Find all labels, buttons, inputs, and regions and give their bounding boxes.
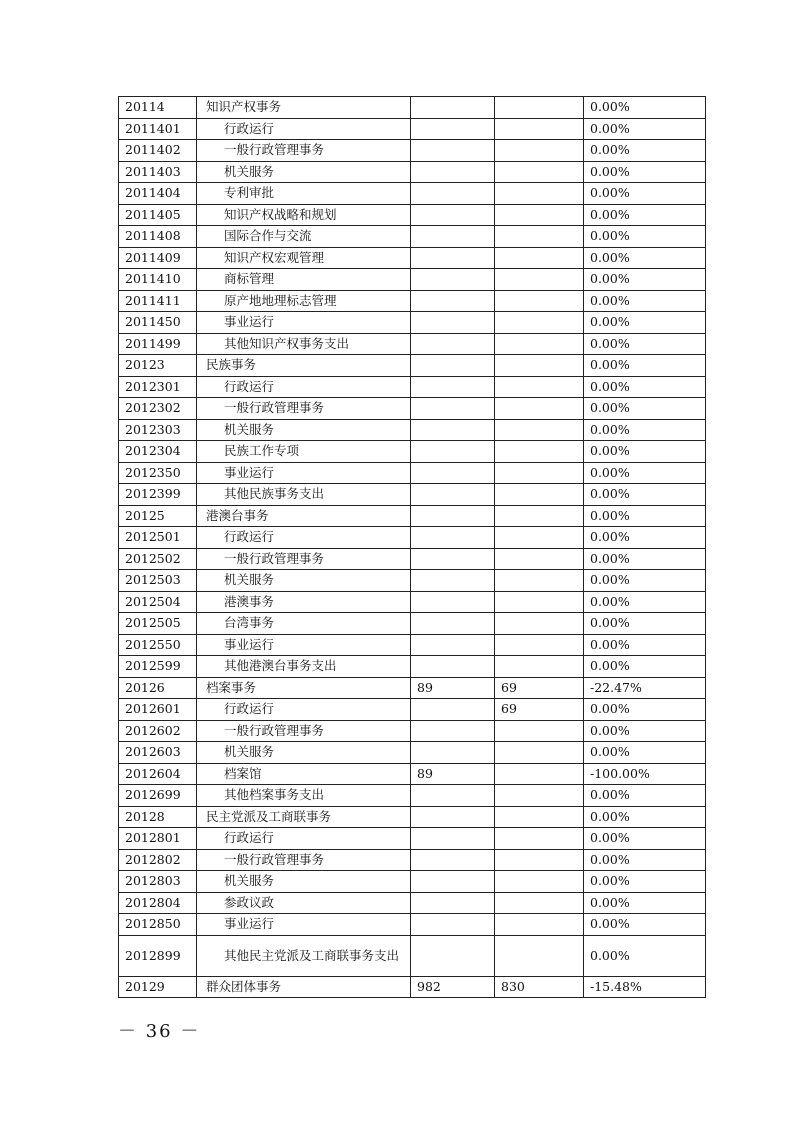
change-pct-cell: 0.00% [584,161,706,183]
amount-prev-cell [411,441,495,463]
budget-table-body [119,97,706,998]
amount-prev-cell [411,806,495,828]
code-cell: 2012505 [119,613,197,635]
table-row [119,484,706,506]
table-row [119,441,706,463]
name-cell: 民族事务 [197,355,411,377]
amount-curr-cell [495,97,584,119]
code-cell: 2012301 [119,376,197,398]
amount-curr-cell [495,505,584,527]
amount-curr-cell [495,247,584,269]
name-cell: 档案事务 [197,677,411,699]
table-row [119,398,706,420]
amount-curr-cell [495,290,584,312]
amount-prev-cell [411,914,495,936]
amount-prev-cell [411,828,495,850]
amount-curr-cell: 830 [495,976,584,998]
table-row [119,419,706,441]
code-cell: 2011410 [119,269,197,291]
name-cell: 机关服务 [197,570,411,592]
name-cell: 国际合作与交流 [197,226,411,248]
amount-curr-cell [495,462,584,484]
code-cell: 2012850 [119,914,197,936]
code-cell: 2012803 [119,871,197,893]
amount-prev-cell: 982 [411,976,495,998]
name-cell: 参政议政 [197,892,411,914]
code-cell: 20128 [119,806,197,828]
change-pct-cell: 0.00% [584,570,706,592]
name-cell: 行政运行 [197,828,411,850]
table-row [119,226,706,248]
name-cell: 事业运行 [197,914,411,936]
amount-curr-cell [495,484,584,506]
amount-curr-cell [495,656,584,678]
table-row [119,462,706,484]
change-pct-cell: -15.48% [584,976,706,998]
name-cell: 专利审批 [197,183,411,205]
name-cell: 一般行政管理事务 [197,398,411,420]
change-pct-cell: 0.00% [584,742,706,764]
change-pct-cell: 0.00% [584,140,706,162]
amount-prev-cell [411,269,495,291]
change-pct-cell: 0.00% [584,591,706,613]
code-cell: 2011403 [119,161,197,183]
name-cell: 知识产权战略和规划 [197,204,411,226]
change-pct-cell: 0.00% [584,699,706,721]
amount-prev-cell [411,183,495,205]
name-cell: 其他知识产权事务支出 [197,333,411,355]
name-cell: 知识产权事务 [197,97,411,119]
code-cell: 20126 [119,677,197,699]
table-row [119,828,706,850]
code-cell: 20125 [119,505,197,527]
table-row [119,290,706,312]
code-cell: 2012550 [119,634,197,656]
amount-curr-cell [495,720,584,742]
table-row [119,677,706,699]
amount-prev-cell [411,871,495,893]
amount-prev-cell [411,398,495,420]
table-row [119,183,706,205]
table-row [119,140,706,162]
amount-curr-cell [495,763,584,785]
table-row [119,527,706,549]
change-pct-cell: 0.00% [584,914,706,936]
code-cell: 2012303 [119,419,197,441]
name-cell: 港澳台事务 [197,505,411,527]
code-cell: 2012801 [119,828,197,850]
name-cell: 一般行政管理事务 [197,140,411,162]
code-cell: 2011409 [119,247,197,269]
table-row [119,570,706,592]
amount-curr-cell [495,828,584,850]
table-row [119,892,706,914]
table-row [119,312,706,334]
code-cell: 2012603 [119,742,197,764]
code-cell: 2011411 [119,290,197,312]
code-cell: 2011402 [119,140,197,162]
code-cell: 2012804 [119,892,197,914]
code-cell: 2012350 [119,462,197,484]
amount-prev-cell [411,355,495,377]
change-pct-cell: 0.00% [584,548,706,570]
name-cell: 群众团体事务 [197,976,411,998]
amount-prev-cell [411,785,495,807]
amount-prev-cell [411,613,495,635]
code-cell: 2012399 [119,484,197,506]
table-row [119,269,706,291]
name-cell: 商标管理 [197,269,411,291]
change-pct-cell: 0.00% [584,871,706,893]
table-row [119,699,706,721]
name-cell: 台湾事务 [197,613,411,635]
table-row [119,806,706,828]
amount-prev-cell [411,462,495,484]
name-cell: 民族工作专项 [197,441,411,463]
amount-curr-cell [495,441,584,463]
change-pct-cell: 0.00% [584,656,706,678]
budget-table [118,96,706,998]
code-cell: 2012699 [119,785,197,807]
table-row [119,914,706,936]
change-pct-cell: 0.00% [584,290,706,312]
change-pct-cell: 0.00% [584,226,706,248]
amount-curr-cell [495,785,584,807]
name-cell: 一般行政管理事务 [197,720,411,742]
change-pct-cell: 0.00% [584,312,706,334]
amount-curr-cell [495,333,584,355]
code-cell: 2012601 [119,699,197,721]
change-pct-cell: 0.00% [584,355,706,377]
table-row [119,613,706,635]
name-cell: 港澳事务 [197,591,411,613]
amount-prev-cell [411,140,495,162]
code-cell: 2011450 [119,312,197,334]
code-cell: 2011405 [119,204,197,226]
table-row [119,591,706,613]
name-cell: 一般行政管理事务 [197,849,411,871]
change-pct-cell: 0.00% [584,398,706,420]
name-cell: 机关服务 [197,419,411,441]
change-pct-cell: 0.00% [584,333,706,355]
amount-prev-cell [411,484,495,506]
amount-prev-cell [411,419,495,441]
change-pct-cell: 0.00% [584,484,706,506]
amount-curr-cell [495,376,584,398]
amount-curr-cell [495,204,584,226]
code-cell: 2012503 [119,570,197,592]
change-pct-cell: 0.00% [584,849,706,871]
code-cell: 2012502 [119,548,197,570]
table-row [119,785,706,807]
amount-curr-cell [495,570,584,592]
code-cell: 2011408 [119,226,197,248]
name-cell: 原产地地理标志管理 [197,290,411,312]
table-row [119,355,706,377]
amount-prev-cell [411,118,495,140]
name-cell: 知识产权宏观管理 [197,247,411,269]
change-pct-cell: 0.00% [584,269,706,291]
amount-prev-cell [411,656,495,678]
amount-curr-cell: 69 [495,699,584,721]
code-cell: 2011499 [119,333,197,355]
change-pct-cell: 0.00% [584,634,706,656]
code-cell: 2012899 [119,935,197,976]
name-cell: 行政运行 [197,118,411,140]
amount-curr-cell [495,226,584,248]
name-cell: 事业运行 [197,462,411,484]
name-cell: 机关服务 [197,161,411,183]
amount-prev-cell [411,161,495,183]
table-row [119,376,706,398]
amount-curr-cell [495,161,584,183]
code-cell: 2011404 [119,183,197,205]
change-pct-cell: 0.00% [584,97,706,119]
amount-prev-cell [411,935,495,976]
amount-prev-cell [411,376,495,398]
table-row [119,720,706,742]
amount-prev-cell [411,204,495,226]
table-row [119,505,706,527]
table-row [119,976,706,998]
table-row [119,742,706,764]
change-pct-cell: 0.00% [584,806,706,828]
name-cell: 事业运行 [197,634,411,656]
code-cell: 20114 [119,97,197,119]
table-row [119,333,706,355]
table-row [119,656,706,678]
amount-curr-cell [495,613,584,635]
amount-prev-cell [411,290,495,312]
name-cell: 事业运行 [197,312,411,334]
amount-prev-cell [411,720,495,742]
amount-prev-cell: 89 [411,763,495,785]
code-cell: 2012302 [119,398,197,420]
name-cell: 行政运行 [197,376,411,398]
table-row [119,871,706,893]
amount-curr-cell [495,806,584,828]
table-row [119,935,706,976]
amount-prev-cell [411,333,495,355]
code-cell: 2012604 [119,763,197,785]
change-pct-cell: 0.00% [584,204,706,226]
amount-prev-cell [411,892,495,914]
amount-prev-cell [411,247,495,269]
amount-curr-cell [495,183,584,205]
name-cell: 档案馆 [197,763,411,785]
change-pct-cell: 0.00% [584,613,706,635]
amount-prev-cell [411,742,495,764]
name-cell: 机关服务 [197,742,411,764]
name-cell: 机关服务 [197,871,411,893]
amount-curr-cell [495,914,584,936]
code-cell: 2012802 [119,849,197,871]
table-row [119,849,706,871]
code-cell: 20123 [119,355,197,377]
code-cell: 2012304 [119,441,197,463]
amount-prev-cell [411,591,495,613]
code-cell: 2012504 [119,591,197,613]
amount-curr-cell [495,548,584,570]
amount-curr-cell [495,634,584,656]
code-cell: 2012602 [119,720,197,742]
amount-curr-cell [495,419,584,441]
amount-curr-cell [495,892,584,914]
amount-curr-cell [495,355,584,377]
table-row [119,763,706,785]
table-row [119,161,706,183]
table-row [119,204,706,226]
name-cell: 行政运行 [197,699,411,721]
code-cell: 2012501 [119,527,197,549]
amount-curr-cell [495,849,584,871]
amount-prev-cell [411,226,495,248]
change-pct-cell: 0.00% [584,505,706,527]
amount-prev-cell: 89 [411,677,495,699]
table-row [119,548,706,570]
amount-prev-cell [411,97,495,119]
change-pct-cell: 0.00% [584,935,706,976]
amount-prev-cell [411,849,495,871]
amount-prev-cell [411,505,495,527]
change-pct-cell: 0.00% [584,118,706,140]
change-pct-cell: -100.00% [584,763,706,785]
amount-curr-cell [495,591,584,613]
name-cell: 其他民族事务支出 [197,484,411,506]
amount-curr-cell [495,742,584,764]
table-row [119,97,706,119]
amount-curr-cell [495,269,584,291]
change-pct-cell: 0.00% [584,720,706,742]
name-cell: 其他港澳台事务支出 [197,656,411,678]
change-pct-cell: 0.00% [584,892,706,914]
change-pct-cell: 0.00% [584,183,706,205]
amount-prev-cell [411,548,495,570]
change-pct-cell: 0.00% [584,785,706,807]
amount-prev-cell [411,570,495,592]
name-cell: 行政运行 [197,527,411,549]
change-pct-cell: 0.00% [584,828,706,850]
amount-curr-cell [495,312,584,334]
change-pct-cell: 0.00% [584,462,706,484]
amount-prev-cell [411,634,495,656]
page-number: － 36 － [118,1021,201,1042]
change-pct-cell: 0.00% [584,376,706,398]
name-cell: 一般行政管理事务 [197,548,411,570]
change-pct-cell: 0.00% [584,441,706,463]
name-cell: 其他民主党派及工商联事务支出 [197,935,411,976]
name-cell: 民主党派及工商联事务 [197,806,411,828]
amount-prev-cell [411,527,495,549]
code-cell: 2011401 [119,118,197,140]
amount-curr-cell [495,118,584,140]
code-cell: 2012599 [119,656,197,678]
amount-prev-cell [411,699,495,721]
amount-curr-cell: 69 [495,677,584,699]
change-pct-cell: 0.00% [584,247,706,269]
name-cell: 其他档案事务支出 [197,785,411,807]
amount-curr-cell [495,935,584,976]
table-row [119,118,706,140]
amount-curr-cell [495,527,584,549]
table-row [119,247,706,269]
change-pct-cell: 0.00% [584,527,706,549]
code-cell: 20129 [119,976,197,998]
change-pct-cell: -22.47% [584,677,706,699]
amount-curr-cell [495,398,584,420]
amount-prev-cell [411,312,495,334]
amount-curr-cell [495,871,584,893]
table-row [119,634,706,656]
amount-curr-cell [495,140,584,162]
change-pct-cell: 0.00% [584,419,706,441]
